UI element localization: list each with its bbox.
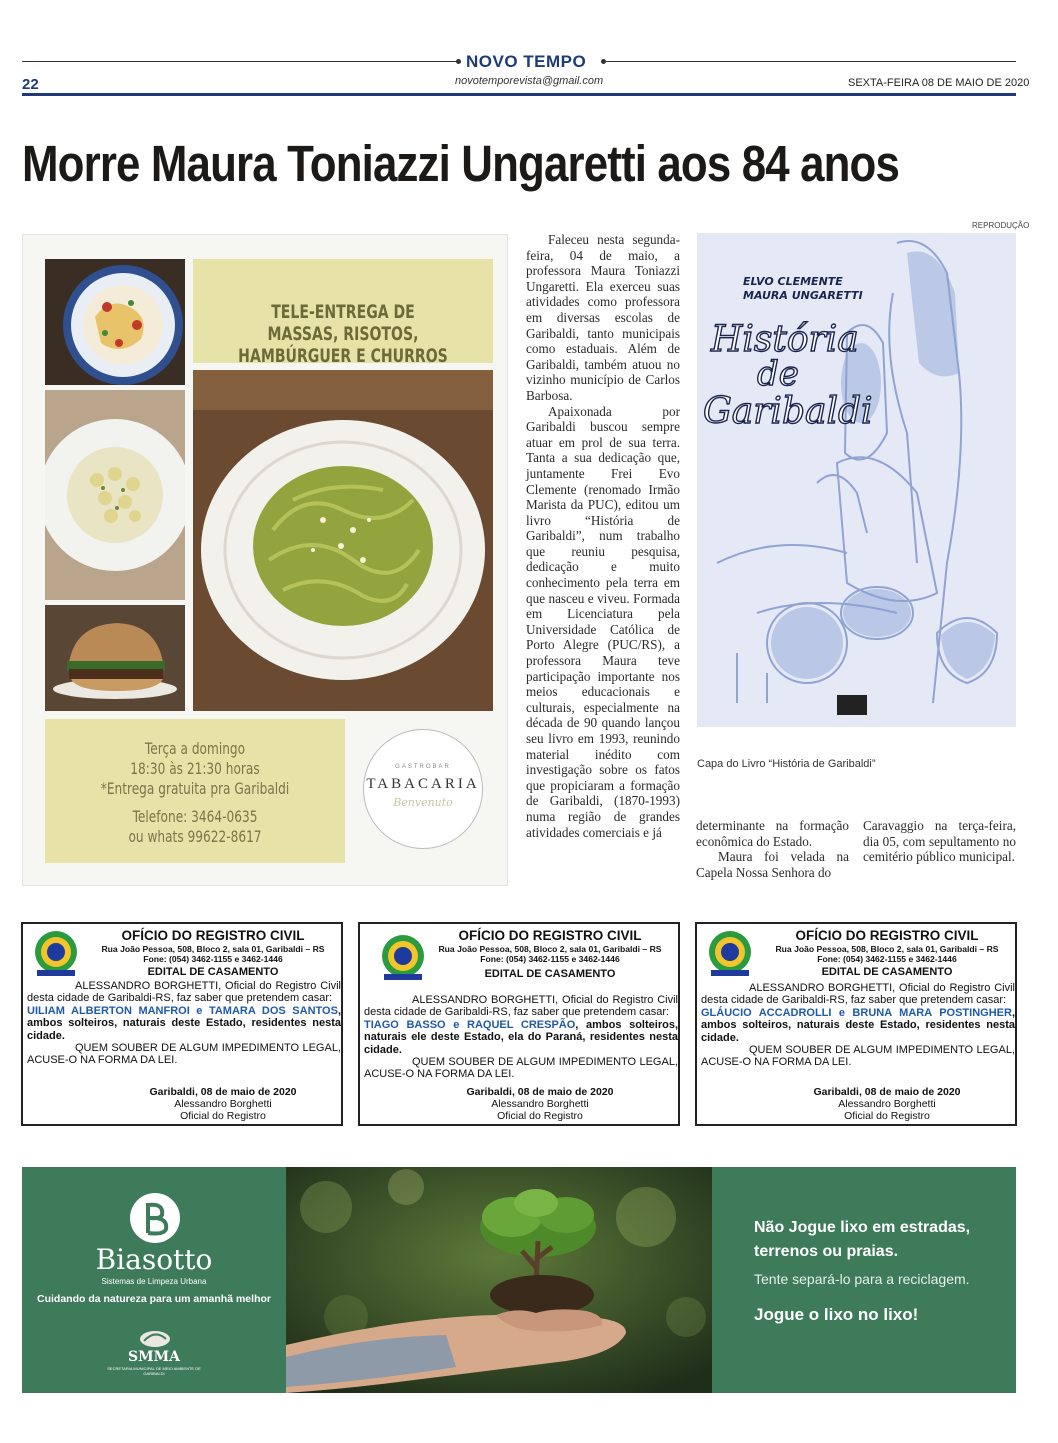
article-paragraph-3: determinante na formação econômica do Estado.	[696, 818, 849, 849]
notice-1-details: , ambos solteiros, naturais deste Estado, residentes nesta cidade.	[27, 1004, 341, 1042]
logo-script: Benvenuto	[393, 796, 453, 809]
book-title-2: de	[757, 354, 799, 394]
biasotto-banner-right	[712, 1167, 1016, 1393]
biasotto-banner-left	[22, 1167, 286, 1393]
notice-2-title: OFÍCIO DO REGISTRO CIVIL	[458, 928, 642, 943]
notice-1-warning: QUEM SOUBER DE ALGUM IMPEDIMENTO LEGAL, ACUSE-O NA FORMA DA LEI.	[27, 1042, 341, 1067]
notice-2-body	[364, 994, 678, 1081]
banner-message-2: terrenos ou praias.	[754, 1243, 899, 1260]
book-title-3: Garibaldi	[703, 391, 873, 432]
book-caption: Capa do Livro “História de Garibaldi”	[697, 758, 876, 770]
ad-headline-line2: MASSAS, RISOTOS,	[267, 323, 419, 345]
header-date: SEXTA-FEIRA 08 DE MAIO DE 2020	[848, 77, 1030, 89]
notice-3-title: OFÍCIO DO REGISTRO CIVIL	[795, 928, 979, 943]
notice-3-phone: Fone: (054) 3462-1155 e 3462-1446	[817, 954, 957, 964]
notice-1-title: OFÍCIO DO REGISTRO CIVIL	[121, 928, 305, 943]
notice-2-names: TIAGO BASSO e RAQUEL CRESPÃO	[364, 1018, 576, 1031]
burger-photo	[45, 605, 185, 711]
ad-phone-line1: Telefone: 3464-0635	[132, 807, 258, 826]
notice-2-role: Oficial do Registro	[497, 1110, 583, 1122]
notice-1-date: Garibaldi, 08 de maio de 2020	[149, 1086, 297, 1098]
header-rule-left	[22, 61, 458, 62]
notice-3-role: Oficial do Registro	[844, 1110, 930, 1122]
pasta-plate-illustration	[45, 259, 185, 385]
article-column-3	[863, 818, 1016, 865]
brazil-coat-of-arms-icon	[31, 928, 81, 980]
notice-3-intro: ALESSANDRO BORGHETTI, Oficial do Registro Civil desta cidade de Garibaldi-RS, faz saber que pretendem casar:	[701, 982, 1015, 1007]
smma-subtitle: SECRETARIA MUNICIPAL DE MEIO AMBIENTE DE GARIBALDI	[107, 1366, 201, 1376]
article-paragraph-2: Apaixonada por Garibaldi buscou sempre atuar em prol de sua terra. Tanta a sua dedicação que, juntamente Frei Evo Clemente (renomado Irmão Marista da PUC), editou um livro “História de Garibaldi”, num trabalho que reuniu pesquisa, dedicação e muito conhecimento pela terra em que nasceu e viveu. Formada em Licenciatura pela Universidade Católica de Porto Alegre (PUC/RS), a professora Maura teve participação importante nos meios educacionais e culturais, especialmente na década de 90 quando lançou seu livro em 1993, reunindo material inédito com investigação sobre os fatos que propiciaram a formação de Garibaldi, (1870-1993) numa região de grandes atividades comerciais e já	[526, 403, 680, 840]
restaurant-ad	[22, 234, 508, 886]
pasta-plate-photo	[45, 259, 185, 385]
smma-leaf-icon	[138, 1327, 172, 1349]
ad-headline-box	[193, 259, 493, 367]
logo-top-text: GASTROBAR	[395, 764, 451, 770]
ad-hours-box	[45, 719, 345, 863]
notice-box-3	[695, 922, 1017, 1126]
article-headline: Morre Maura Toniazzi Ungaretti aos 84 anos	[22, 135, 900, 192]
book-author-1: ELVO CLEMENTE	[743, 275, 843, 288]
gnocchi-plate-photo	[45, 390, 185, 600]
header-rule-bottom	[22, 93, 1016, 96]
green-pasta-photo	[193, 370, 493, 711]
notice-3-date: Garibaldi, 08 de maio de 2020	[813, 1086, 961, 1098]
book-title-1: História	[711, 319, 859, 360]
notice-3-warning: QUEM SOUBER DE ALGUM IMPEDIMENTO LEGAL, ACUSE-O NA FORMA DA LEI.	[701, 1044, 1015, 1069]
notice-3-signature	[787, 1086, 987, 1122]
banner-message-1: Não Jogue lixo em estradas,	[754, 1219, 971, 1236]
notice-3-address: Rua João Pessoa, 508, Bloco 2, sala 01, Garibaldi – RS	[775, 944, 999, 954]
notice-2-address: Rua João Pessoa, 508, Bloco 2, sala 01, Garibaldi – RS	[438, 944, 662, 954]
notice-2-intro: ALESSANDRO BORGHETTI, Oficial do Registro Civil desta cidade de Garibaldi-RS, faz saber que pretendem casar:	[364, 994, 678, 1019]
notice-1-names: UILIAM ALBERTON MANFROI e TAMARA DOS SANTOS	[27, 1004, 338, 1017]
notice-3-details: , ambos solteiros, naturais deste Estado, residentes nesta cidade.	[701, 1006, 1015, 1044]
notice-3-signer: Alessandro Borghetti	[838, 1098, 936, 1110]
brazil-coat-of-arms-icon	[705, 928, 755, 980]
ad-hours-line1: Terça a domingo	[144, 739, 246, 758]
notice-2-subtitle: EDITAL DE CASAMENTO	[484, 968, 616, 980]
banner-message-4: Jogue o lixo no lixo!	[754, 1305, 919, 1324]
notice-2-signature	[420, 1086, 660, 1122]
ad-phone-line2: ou whats 99622-8617	[128, 827, 262, 846]
notice-box-1	[21, 922, 343, 1126]
ad-headline-line1: TELE-ENTREGA DE	[271, 301, 415, 323]
header-email[interactable]: novotemporevista@gmail.com	[455, 75, 604, 87]
tabacaria-logo	[363, 729, 483, 849]
article-paragraph-4: Maura foi velada na Capela Nossa Senhora do	[696, 849, 849, 880]
notice-1-phone: Fone: (054) 3462-1155 e 3462-1446	[143, 954, 283, 964]
article-column-1	[526, 232, 680, 840]
header-dot-left	[456, 59, 461, 64]
notice-1-intro: ALESSANDRO BORGHETTI, Oficial do Registro Civil desta cidade de Garibaldi-RS, faz saber que pretendem casar:	[27, 980, 341, 1005]
notice-2-signer: Alessandro Borghetti	[491, 1098, 589, 1110]
publisher-logo	[837, 695, 867, 715]
ad-hours-line2: 18:30 às 21:30 horas	[130, 759, 260, 778]
burger-illustration	[45, 605, 185, 711]
article-paragraph-1: Faleceu nesta segunda-feira, 04 de maio, a professora Maura Toniazzi Ungaretti. Ela exerceu suas atividades como professora em diversas escolas de Garibaldi, tanto municipais como estaduais. Além de Garibaldi, também atuou no vizinho município de Carlos Barbosa.	[526, 232, 680, 403]
header-rule-right	[606, 61, 1016, 62]
photo-credit: REPRODUÇÃO	[972, 221, 1030, 230]
banner-message-3: Tente separá-lo para a reciclagem.	[754, 1271, 970, 1287]
article-paragraph-5: Caravaggio na terça-feira, dia 05, com sepultamento no cemitério público municipal.	[863, 818, 1016, 865]
notice-1-signer: Alessandro Borghetti	[174, 1098, 272, 1110]
page-number: 22	[22, 76, 39, 93]
notice-3-names: GLÁUCIO ACCADROLLI e BRUNA MARA POSTINGHER	[701, 1006, 1012, 1019]
notice-1-signature	[123, 1086, 323, 1122]
tree-in-hands-illustration	[286, 1167, 712, 1393]
notice-1-subtitle: EDITAL DE CASAMENTO	[147, 966, 279, 978]
tree-in-hands-photo	[286, 1167, 712, 1393]
ad-headline-line3: HAMBÚRGUER E CHURROS	[238, 345, 448, 367]
notice-2-details: , ambos solteiros, naturais ele deste Estado, ela do Paraná, residentes nesta cidade.	[364, 1018, 679, 1056]
ad-hours-line3: *Entrega gratuita pra Garibaldi	[100, 779, 290, 798]
biasotto-tagline: Cuidando da natureza para um amanhã melhor	[37, 1293, 271, 1305]
biasotto-brand: Biasotto	[95, 1243, 213, 1276]
smma-label: SMMA	[128, 1349, 180, 1365]
gnocchi-plate-illustration	[45, 390, 185, 600]
notice-2-date: Garibaldi, 08 de maio de 2020	[466, 1086, 614, 1098]
biasotto-logo-icon	[128, 1191, 182, 1245]
notice-2-phone: Fone: (054) 3462-1155 e 3462-1446	[480, 954, 620, 964]
green-pasta-illustration	[193, 370, 493, 711]
book-cover-image	[697, 233, 1016, 727]
notice-1-body	[27, 980, 341, 1067]
book-author-2: MAURA UNGARETTI	[743, 289, 863, 302]
notice-box-2	[358, 922, 680, 1126]
notice-1-address: Rua João Pessoa, 508, Bloco 2, sala 01, Garibaldi – RS	[101, 944, 325, 954]
book-cover-illustration	[697, 233, 1016, 727]
masthead: NOVO TEMPO	[466, 52, 587, 71]
article-column-2	[696, 818, 849, 880]
notice-2-warning: QUEM SOUBER DE ALGUM IMPEDIMENTO LEGAL, ACUSE-O NA FORMA DA LEI.	[364, 1056, 678, 1081]
biasotto-subtitle: Sistemas de Limpeza Urbana	[101, 1277, 207, 1286]
logo-name: TABACARIA	[366, 776, 480, 792]
notice-1-role: Oficial do Registro	[180, 1110, 266, 1122]
notice-3-body	[701, 982, 1015, 1069]
notice-3-subtitle: EDITAL DE CASAMENTO	[821, 966, 953, 978]
